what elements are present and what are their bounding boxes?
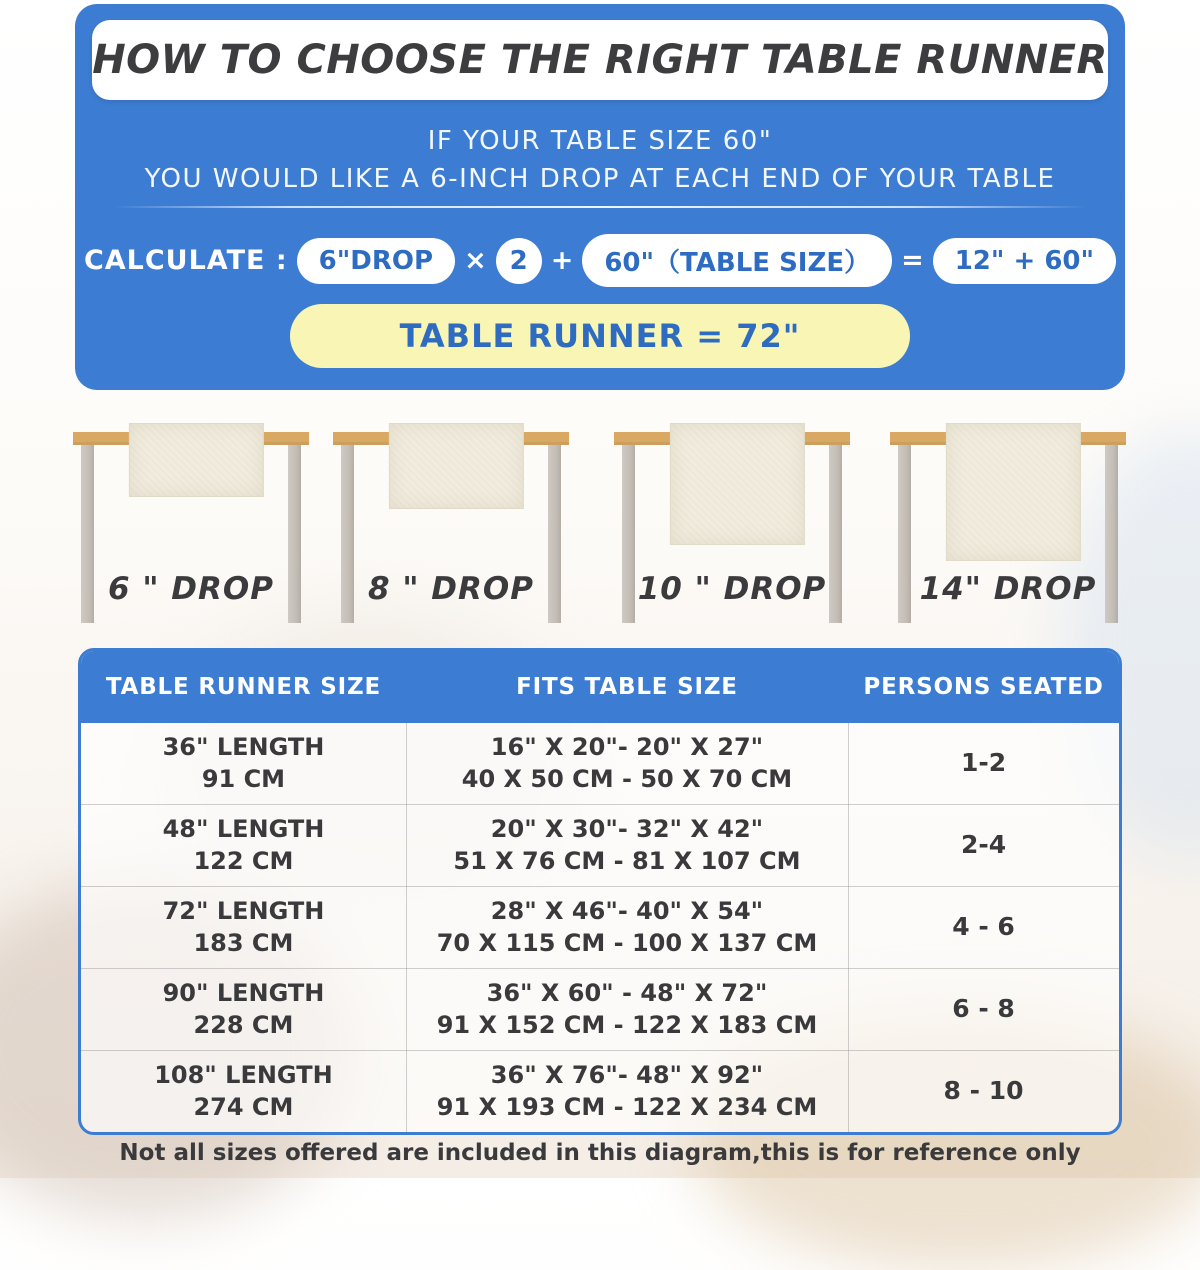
runner-size-inches: 90" LENGTH xyxy=(162,979,325,1008)
table-row xyxy=(81,1050,1119,1132)
runner-size-inches: 72" LENGTH xyxy=(162,897,325,926)
table-size-pill: 60"（TABLE SIZE） xyxy=(582,234,892,287)
runner-size-inches: 36" LENGTH xyxy=(162,733,325,762)
column-header-fits-size: FITS TABLE SIZE xyxy=(516,674,738,700)
runner-cloth xyxy=(670,423,805,545)
size-chart-header xyxy=(81,651,1119,723)
fits-size-cell xyxy=(406,805,848,886)
drop-pill: 6"DROP xyxy=(297,238,455,284)
table-row xyxy=(81,723,1119,804)
column-divider xyxy=(848,723,849,1132)
table-row xyxy=(81,886,1119,968)
fits-size-cell xyxy=(406,969,848,1050)
column-header-runner-size: TABLE RUNNER SIZE xyxy=(105,674,381,700)
size-chart xyxy=(78,648,1122,1135)
runner-size-cm: 122 CM xyxy=(193,846,294,875)
persons-seated-cell: 8 - 10 xyxy=(943,1076,1024,1106)
runner-cloth xyxy=(946,423,1081,561)
size-chart-body xyxy=(81,723,1119,1132)
drop-label: 14" DROP xyxy=(919,571,1097,607)
runner-size-inches: 48" LENGTH xyxy=(162,815,325,844)
equals-operator: = xyxy=(901,245,924,276)
drop-label: 6 " DROP xyxy=(108,571,274,607)
runner-size-cell xyxy=(81,887,406,968)
header-panel xyxy=(75,4,1125,390)
drop-figure-8-inch xyxy=(333,423,569,628)
runner-size-cell xyxy=(81,723,406,804)
runner-cloth xyxy=(389,423,524,509)
fits-size-cm: 91 X 152 CM - 122 X 183 CM xyxy=(436,1010,818,1039)
plus-operator: + xyxy=(550,245,574,276)
drop-figure-10-inch xyxy=(614,423,850,628)
fits-size-cm: 51 X 76 CM - 81 X 107 CM xyxy=(453,846,801,875)
formula-row xyxy=(75,234,1125,287)
runner-size-cm: 228 CM xyxy=(193,1010,294,1039)
drop-figure-6-inch xyxy=(73,423,309,628)
fits-size-cm: 40 X 50 CM - 50 X 70 CM xyxy=(461,764,793,793)
fits-size-cell xyxy=(406,1051,848,1132)
footer-note: Not all sizes offered are included in this diagram,this is for reference only xyxy=(119,1140,1081,1166)
fits-size-cm: 91 X 193 CM - 122 X 234 CM xyxy=(436,1092,818,1121)
fits-size-cell xyxy=(406,723,848,804)
calculate-label: CALCULATE : xyxy=(83,245,288,276)
column-divider xyxy=(406,723,407,1132)
fits-size-inches: 20" X 30"- 32" X 42" xyxy=(490,815,764,844)
multiplier-badge: 2 xyxy=(496,238,542,284)
times-operator: × xyxy=(464,245,487,276)
runner-size-cell xyxy=(81,805,406,886)
persons-seated-cell: 1-2 xyxy=(960,748,1007,778)
fits-size-cell xyxy=(406,887,848,968)
persons-seated-cell: 6 - 8 xyxy=(952,994,1015,1024)
column-header-persons: PERSONS SEATED xyxy=(863,674,1104,700)
runner-size-cm: 274 CM xyxy=(193,1092,294,1121)
intro-line-1: IF YOUR TABLE SIZE 60" xyxy=(427,126,773,156)
runner-cloth xyxy=(129,423,264,497)
fits-size-inches: 28" X 46"- 40" X 54" xyxy=(490,897,764,926)
runner-size-cell xyxy=(81,969,406,1050)
table-row xyxy=(81,804,1119,886)
drop-label: 8 " DROP xyxy=(368,571,534,607)
result-text: TABLE RUNNER = 72" xyxy=(399,317,801,355)
persons-seated-cell: 4 - 6 xyxy=(952,912,1015,942)
title-banner xyxy=(92,20,1108,100)
page-title: HOW TO CHOOSE THE RIGHT TABLE RUNNER xyxy=(92,37,1108,83)
runner-size-inches: 108" LENGTH xyxy=(154,1061,333,1090)
runner-size-cm: 183 CM xyxy=(193,928,294,957)
drop-label: 10 " DROP xyxy=(637,571,827,607)
table-row xyxy=(81,968,1119,1050)
fits-size-cm: 70 X 115 CM - 100 X 137 CM xyxy=(436,928,818,957)
fits-size-inches: 16" X 20"- 20" X 27" xyxy=(490,733,764,762)
fits-size-inches: 36" X 76"- 48" X 92" xyxy=(490,1061,764,1090)
persons-seated-cell: 2-4 xyxy=(960,830,1007,860)
runner-size-cell xyxy=(81,1051,406,1132)
intro-line-2: YOU WOULD LIKE A 6-INCH DROP AT EACH END OF YOUR TABLE xyxy=(144,164,1056,194)
table-runner-result-pill xyxy=(290,304,910,368)
fits-size-inches: 36" X 60" - 48" X 72" xyxy=(486,979,768,1008)
sum-pill: 12" + 60" xyxy=(933,238,1116,284)
divider-line xyxy=(113,206,1087,208)
drop-figure-14-inch xyxy=(890,423,1126,628)
runner-size-cm: 91 CM xyxy=(201,764,286,793)
